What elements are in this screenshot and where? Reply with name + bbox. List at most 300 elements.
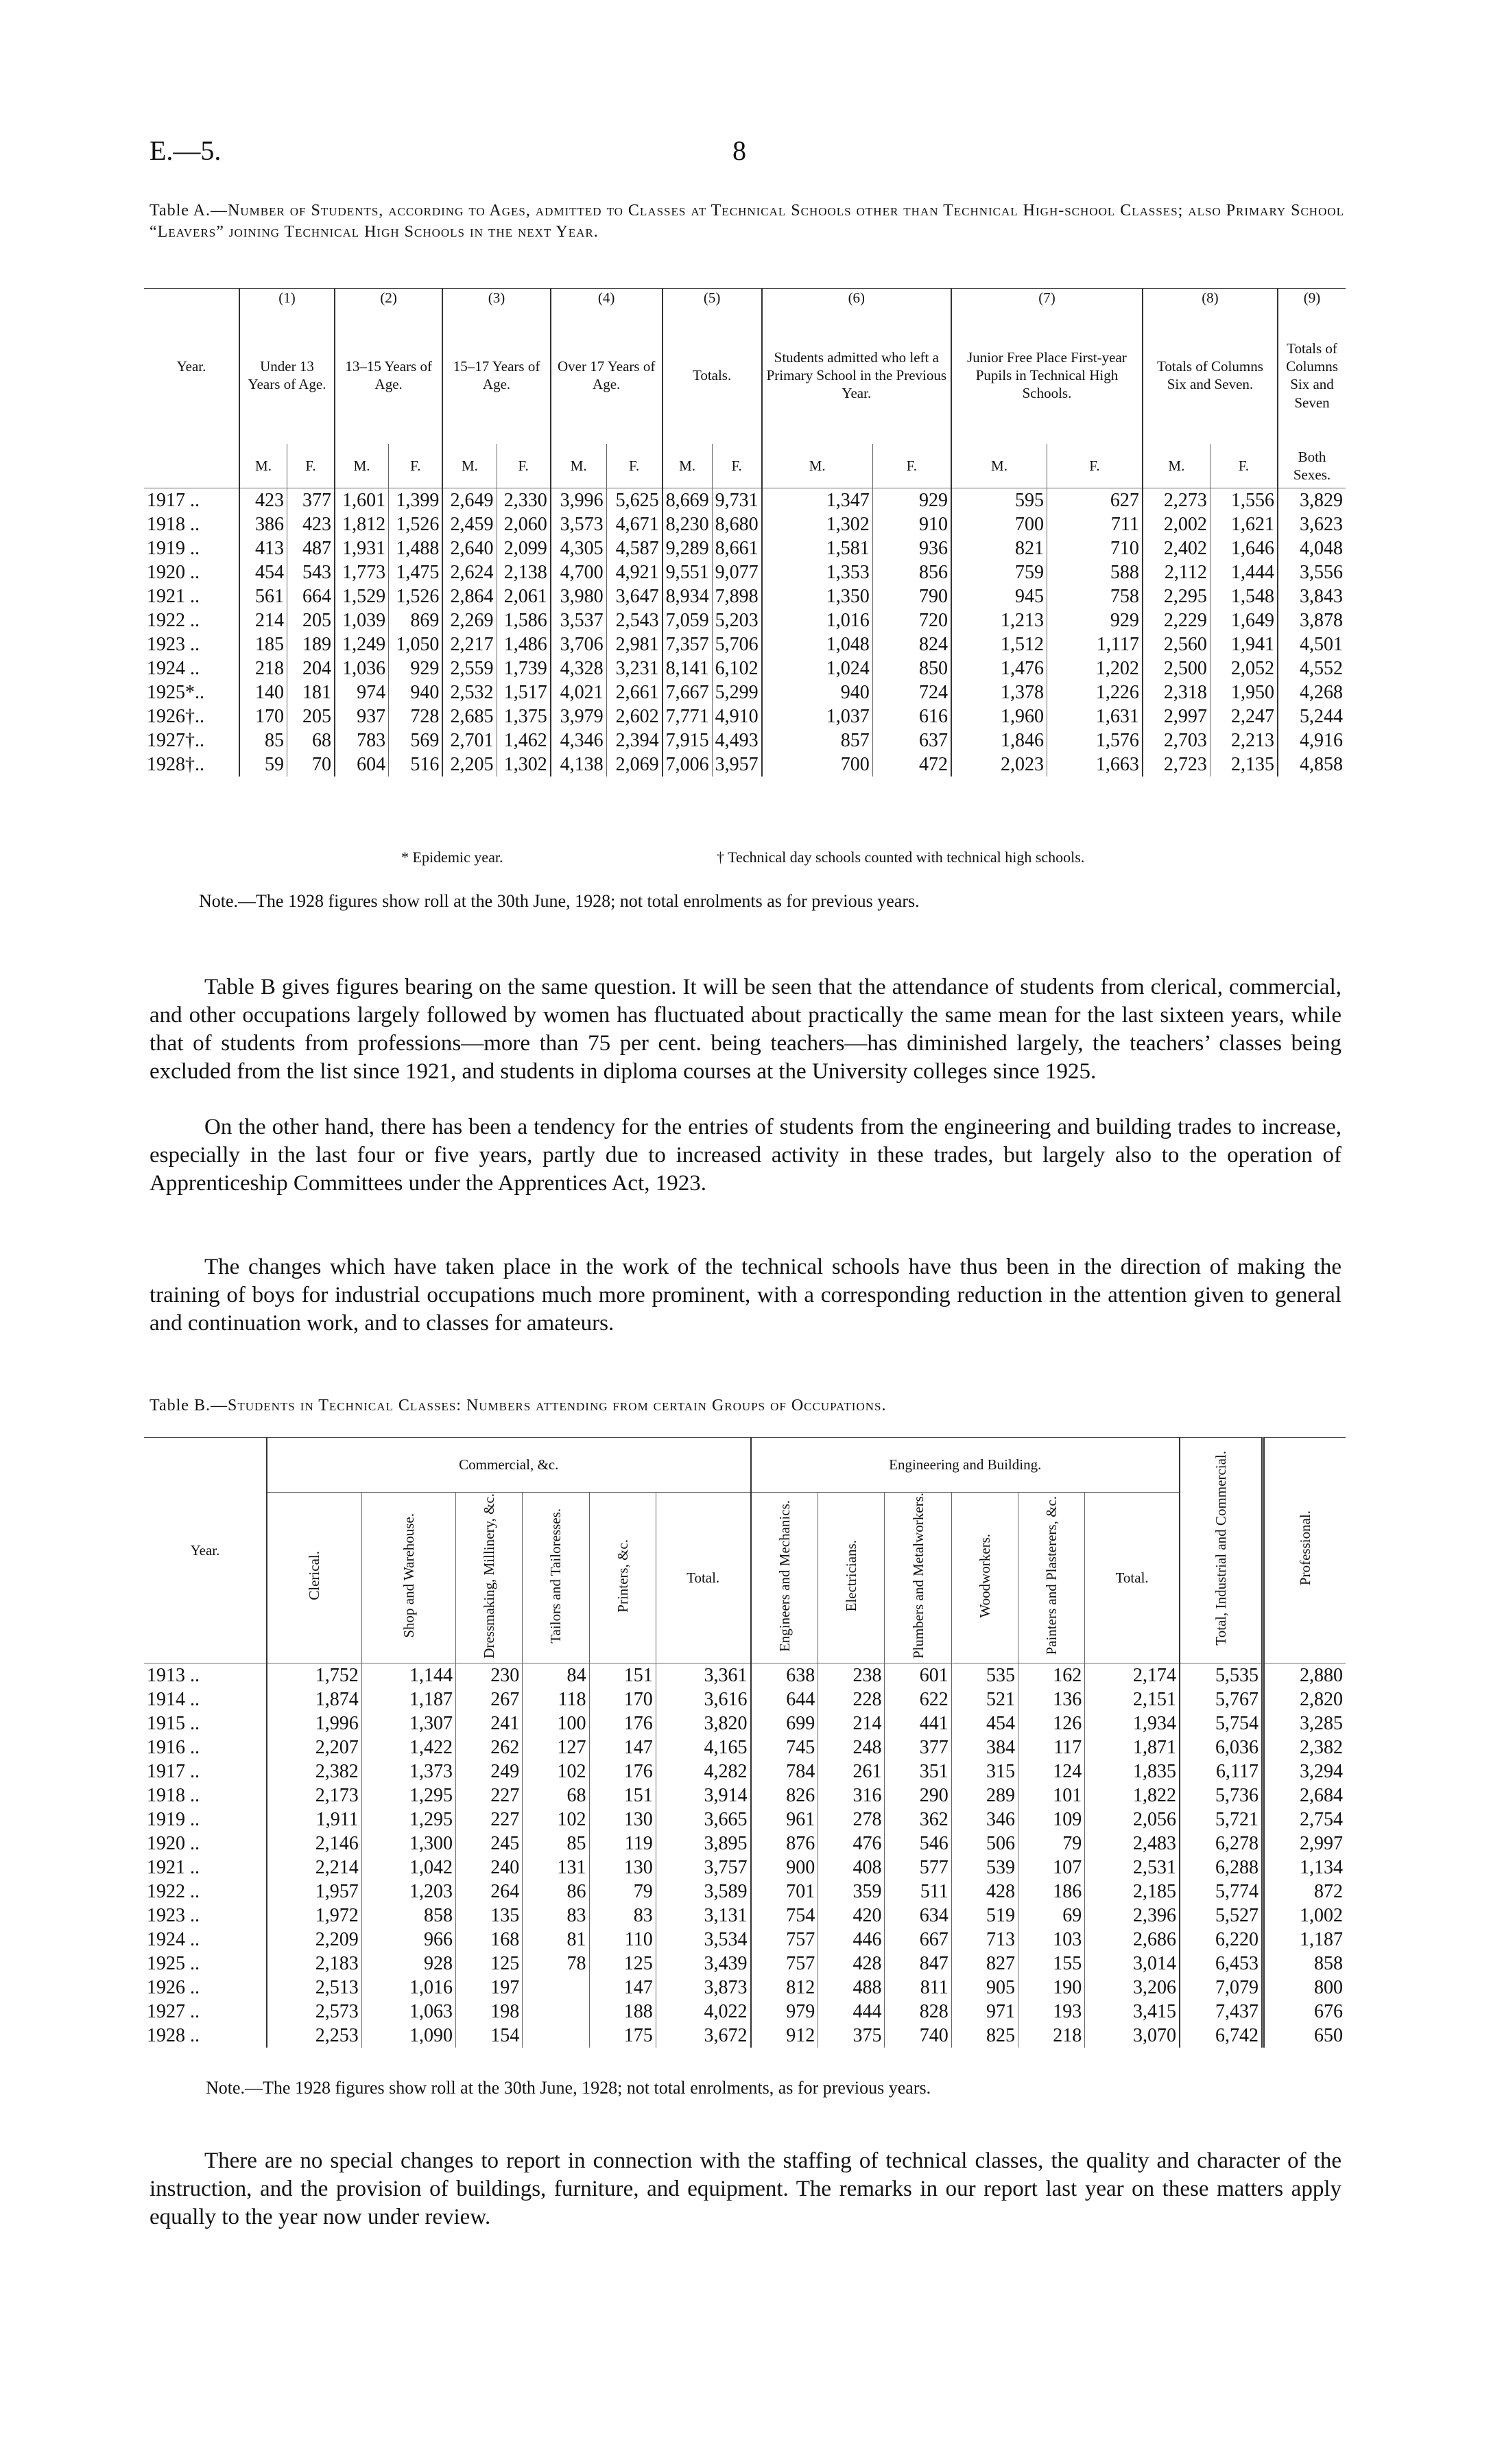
value-cell: 147 bbox=[589, 1976, 656, 2000]
value-cell: 971 bbox=[951, 2000, 1018, 2024]
value-cell: 4,587 bbox=[606, 536, 662, 560]
year-cell: 1927 .. bbox=[147, 2001, 200, 2023]
value-cell: 1,378 bbox=[951, 680, 1047, 704]
sex-label-7-m: M. bbox=[951, 444, 1047, 488]
col-title-over17: Over 17 Years of Age. bbox=[551, 307, 663, 444]
value-cell: 6,117 bbox=[1180, 1760, 1263, 1784]
value-cell: 78 bbox=[523, 1952, 589, 1976]
value-cell: 218 bbox=[239, 656, 287, 680]
table-row bbox=[144, 656, 1346, 680]
sex-label-3-f: F. bbox=[497, 444, 551, 488]
value-cell: 700 bbox=[762, 753, 873, 777]
table-a-label: Table A. bbox=[150, 202, 211, 220]
value-cell: 6,742 bbox=[1180, 2024, 1263, 2048]
table-row bbox=[144, 704, 1346, 728]
value-cell: 1,663 bbox=[1047, 753, 1142, 777]
value-cell: 2,649 bbox=[442, 488, 497, 512]
value-cell: 185 bbox=[239, 632, 287, 656]
footnote-epidemic: * Epidemic year. bbox=[401, 849, 503, 866]
value-cell: 3,439 bbox=[656, 1952, 750, 1976]
value-cell: 2,269 bbox=[442, 608, 497, 632]
year-cell: 1913 .. bbox=[147, 1665, 200, 1687]
value-cell: 577 bbox=[885, 1856, 951, 1880]
value-cell: 790 bbox=[872, 584, 951, 608]
value-cell: 102 bbox=[523, 1760, 589, 1784]
value-cell: 3,206 bbox=[1085, 1976, 1180, 2000]
value-cell: 824 bbox=[872, 632, 951, 656]
value-cell: 230 bbox=[456, 1663, 523, 1688]
value-cell: 7,357 bbox=[663, 632, 713, 656]
year-cell: 1925 .. bbox=[147, 1953, 200, 1975]
value-cell: 125 bbox=[589, 1952, 656, 1976]
table-row bbox=[144, 1663, 1346, 1688]
table-a-caption bbox=[150, 200, 1350, 243]
year-cell: 1919 .. bbox=[147, 1809, 200, 1831]
value-cell: 2,602 bbox=[606, 704, 662, 728]
value-cell: 454 bbox=[951, 1711, 1018, 1736]
col-title-totals-six-seven: Totals of Columns Six and Seven. bbox=[1143, 307, 1278, 444]
value-cell: 7,915 bbox=[663, 728, 713, 753]
value-cell: 3,131 bbox=[656, 1904, 750, 1928]
value-cell: 3,873 bbox=[656, 1976, 750, 2000]
value-cell: 1,972 bbox=[267, 1904, 361, 1928]
value-cell bbox=[523, 2024, 589, 2048]
value-cell: 1,548 bbox=[1210, 584, 1278, 608]
value-cell: 5,244 bbox=[1278, 704, 1346, 728]
value-cell: 70 bbox=[287, 753, 334, 777]
col-title-junior-free-place: Junior Free Place First-year Pupils in Technical High Schools. bbox=[951, 307, 1143, 444]
value-cell: 543 bbox=[287, 560, 334, 584]
table-row bbox=[144, 584, 1346, 608]
value-cell: 784 bbox=[751, 1760, 818, 1784]
value-cell: 2,981 bbox=[606, 632, 662, 656]
value-cell: 130 bbox=[589, 1856, 656, 1880]
value-cell: 3,537 bbox=[551, 608, 606, 632]
value-cell: 1,226 bbox=[1047, 680, 1142, 704]
value-cell: 4,138 bbox=[551, 753, 606, 777]
value-cell: 3,294 bbox=[1263, 1760, 1346, 1784]
value-cell: 1,117 bbox=[1047, 632, 1142, 656]
value-cell: 2,209 bbox=[267, 1928, 361, 1952]
value-cell: 1,048 bbox=[762, 632, 873, 656]
value-cell: 454 bbox=[239, 560, 287, 584]
value-cell: 4,493 bbox=[712, 728, 762, 753]
value-cell: 1,295 bbox=[361, 1784, 455, 1808]
value-cell: 8,230 bbox=[663, 512, 713, 536]
value-cell: 1,911 bbox=[267, 1808, 361, 1832]
col-num-7: (7) bbox=[951, 289, 1143, 307]
group-commercial: Commercial, &c. bbox=[267, 1438, 751, 1493]
value-cell: 634 bbox=[885, 1904, 951, 1928]
value-cell: 929 bbox=[872, 488, 951, 512]
value-cell: 511 bbox=[885, 1880, 951, 1904]
value-cell: 535 bbox=[951, 1663, 1018, 1688]
value-cell: 728 bbox=[389, 704, 443, 728]
year-cell: 1923 .. bbox=[147, 633, 200, 655]
value-cell: 2,205 bbox=[442, 753, 497, 777]
value-cell: 857 bbox=[762, 728, 873, 753]
value-cell: 170 bbox=[239, 704, 287, 728]
footnote-technical: † Technical day schools counted with technical high schools. bbox=[717, 849, 1085, 866]
value-cell: 1,646 bbox=[1210, 536, 1278, 560]
value-cell: 966 bbox=[361, 1928, 455, 1952]
sex-label-1-m: M. bbox=[239, 444, 287, 488]
value-cell: 1,350 bbox=[762, 584, 873, 608]
value-cell: 264 bbox=[456, 1880, 523, 1904]
value-cell: 5,706 bbox=[712, 632, 762, 656]
value-cell: 8,669 bbox=[663, 488, 713, 512]
table-a-title: —Number of Students, according to Ages, admitted to Classes at Technical Schools other than Technical High-school Classes; also Primary School “Leavers” joining Technical High Schools in the next Year. bbox=[150, 202, 1345, 241]
value-cell: 711 bbox=[1047, 512, 1142, 536]
value-cell: 2,060 bbox=[497, 512, 551, 536]
value-cell: 3,070 bbox=[1085, 2024, 1180, 2048]
value-cell: 2,023 bbox=[951, 753, 1047, 777]
value-cell: 2,864 bbox=[442, 584, 497, 608]
value-cell: 4,858 bbox=[1278, 753, 1346, 777]
table-row bbox=[144, 1784, 1346, 1808]
value-cell: 3,573 bbox=[551, 512, 606, 536]
value-cell: 1,486 bbox=[497, 632, 551, 656]
year-cell: 1920 .. bbox=[147, 1833, 200, 1855]
value-cell: 1,203 bbox=[361, 1880, 455, 1904]
value-cell: 3,957 bbox=[712, 753, 762, 777]
table-row bbox=[144, 680, 1346, 704]
col-header-9: Woodworkers. bbox=[951, 1493, 1018, 1663]
value-cell: 4,022 bbox=[656, 2000, 750, 2024]
value-cell: 2,112 bbox=[1143, 560, 1210, 584]
paragraph-3: The changes which have taken place in the work of the technical schools have thus been in the direction of making the training of boys for industrial occupations much more prominent, with a corresponding reduction in the attention given to general and continuation work, and to classes for amateurs. bbox=[150, 1255, 1341, 1336]
value-cell: 2,052 bbox=[1210, 656, 1278, 680]
value-cell: 937 bbox=[335, 704, 389, 728]
value-cell: 757 bbox=[751, 1952, 818, 1976]
value-cell: 1,302 bbox=[497, 753, 551, 777]
value-cell: 2,532 bbox=[442, 680, 497, 704]
value-cell: 1,846 bbox=[951, 728, 1047, 753]
value-cell: 2,069 bbox=[606, 753, 662, 777]
paragraph-2: On the other hand, there has been a tendency for the entries of students from the engineering and building trades to increase, especially in the last four or five years, partly due to increased activity in these trades, but largely also to the operation of Apprenticeship Committees under the Apprentices Act, 1923. bbox=[150, 1115, 1341, 1196]
value-cell: 205 bbox=[287, 704, 334, 728]
value-cell: 1,631 bbox=[1047, 704, 1142, 728]
table-a-note: Note.—The 1928 figures show roll at the 30th June, 1928; not total enrolments as for previous years. bbox=[199, 891, 920, 911]
value-cell: 2,330 bbox=[497, 488, 551, 512]
sex-label-5-m: M. bbox=[663, 444, 713, 488]
value-cell: 2,685 bbox=[442, 704, 497, 728]
value-cell: 3,672 bbox=[656, 2024, 750, 2048]
value-cell: 228 bbox=[818, 1687, 885, 1711]
value-cell: 850 bbox=[872, 656, 951, 680]
value-cell: 181 bbox=[287, 680, 334, 704]
value-cell: 289 bbox=[951, 1784, 1018, 1808]
value-cell: 5,767 bbox=[1180, 1687, 1263, 1711]
value-cell: 100 bbox=[523, 1711, 589, 1736]
col-header-7: Electricians. bbox=[818, 1493, 885, 1663]
value-cell: 7,437 bbox=[1180, 2000, 1263, 2024]
value-cell: 135 bbox=[456, 1904, 523, 1928]
year-cell: 1924 .. bbox=[147, 657, 200, 679]
value-cell: 759 bbox=[951, 560, 1047, 584]
table-row bbox=[144, 608, 1346, 632]
table-row bbox=[144, 512, 1346, 536]
table-b-year-header: Year. bbox=[144, 1438, 267, 1663]
col-header-2: Dressmaking, Millinery, &c. bbox=[456, 1493, 523, 1663]
value-cell: 3,616 bbox=[656, 1687, 750, 1711]
value-cell: 2,997 bbox=[1263, 1832, 1346, 1856]
value-cell: 81 bbox=[523, 1928, 589, 1952]
value-cell: 1,526 bbox=[389, 584, 443, 608]
value-cell: 2,560 bbox=[1143, 632, 1210, 656]
col-title-primary-leavers: Students admitted who left a Primary School in the Previous Year. bbox=[762, 307, 951, 444]
value-cell: 4,921 bbox=[606, 560, 662, 584]
value-cell: 83 bbox=[523, 1904, 589, 1928]
value-cell: 745 bbox=[751, 1736, 818, 1760]
col-title-col9: Totals of Columns Six and Seven bbox=[1278, 307, 1346, 444]
col-header-0: Clerical. bbox=[267, 1493, 361, 1663]
value-cell: 2,207 bbox=[267, 1736, 361, 1760]
year-cell: 1924 .. bbox=[147, 1929, 200, 1951]
value-cell: 176 bbox=[589, 1711, 656, 1736]
year-cell: 1926†.. bbox=[147, 705, 204, 727]
value-cell: 928 bbox=[361, 1952, 455, 1976]
value-cell: 827 bbox=[951, 1952, 1018, 1976]
col-num-3: (3) bbox=[442, 289, 550, 307]
value-cell: 3,415 bbox=[1085, 2000, 1180, 2024]
value-cell: 3,843 bbox=[1278, 584, 1346, 608]
value-cell: 7,059 bbox=[663, 608, 713, 632]
value-cell: 3,980 bbox=[551, 584, 606, 608]
value-cell: 910 bbox=[872, 512, 951, 536]
value-cell: 1,517 bbox=[497, 680, 551, 704]
value-cell: 1,822 bbox=[1085, 1784, 1180, 1808]
col-num-5: (5) bbox=[663, 289, 762, 307]
sex-label-both: Both Sexes. bbox=[1278, 444, 1346, 488]
value-cell: 2,703 bbox=[1143, 728, 1210, 753]
col-header-10: Painters and Plasterers, &c. bbox=[1018, 1493, 1084, 1663]
sex-label-3-m: M. bbox=[442, 444, 497, 488]
table-b-note: Note.—The 1928 figures show roll at the 30th June, 1928; not total enrolments, as for previous years. bbox=[206, 2078, 931, 2098]
value-cell: 444 bbox=[818, 2000, 885, 2024]
table-a-body bbox=[144, 488, 1346, 777]
value-cell: 3,623 bbox=[1278, 512, 1346, 536]
value-cell: 1,036 bbox=[335, 656, 389, 680]
table-row bbox=[144, 1952, 1346, 1976]
value-cell: 1,996 bbox=[267, 1711, 361, 1736]
value-cell: 423 bbox=[239, 488, 287, 512]
value-cell: 676 bbox=[1263, 2000, 1346, 2024]
value-cell: 140 bbox=[239, 680, 287, 704]
value-cell: 188 bbox=[589, 2000, 656, 2024]
value-cell: 1,249 bbox=[335, 632, 389, 656]
value-cell: 147 bbox=[589, 1736, 656, 1760]
value-cell: 940 bbox=[389, 680, 443, 704]
value-cell: 170 bbox=[589, 1687, 656, 1711]
value-cell: 783 bbox=[335, 728, 389, 753]
value-cell: 5,721 bbox=[1180, 1808, 1263, 1832]
value-cell: 346 bbox=[951, 1808, 1018, 1832]
value-cell: 2,061 bbox=[497, 584, 551, 608]
value-cell: 3,829 bbox=[1278, 488, 1346, 512]
sex-label-2-m: M. bbox=[335, 444, 389, 488]
value-cell: 2,686 bbox=[1085, 1928, 1180, 1952]
table-row bbox=[144, 632, 1346, 656]
value-cell: 227 bbox=[456, 1808, 523, 1832]
value-cell: 710 bbox=[1047, 536, 1142, 560]
value-cell: 4,501 bbox=[1278, 632, 1346, 656]
value-cell: 757 bbox=[751, 1928, 818, 1952]
value-cell: 6,288 bbox=[1180, 1856, 1263, 1880]
col-header-5: Total. bbox=[656, 1493, 750, 1663]
value-cell: 1,621 bbox=[1210, 512, 1278, 536]
value-cell: 423 bbox=[287, 512, 334, 536]
value-cell: 1,581 bbox=[762, 536, 873, 560]
year-cell: 1928†.. bbox=[147, 753, 204, 775]
value-cell: 278 bbox=[818, 1808, 885, 1832]
value-cell: 5,299 bbox=[712, 680, 762, 704]
value-cell: 1,576 bbox=[1047, 728, 1142, 753]
value-cell: 316 bbox=[818, 1784, 885, 1808]
value-cell: 4,700 bbox=[551, 560, 606, 584]
year-cell: 1921 .. bbox=[147, 1857, 200, 1879]
value-cell: 9,551 bbox=[663, 560, 713, 584]
year-cell: 1922 .. bbox=[147, 609, 200, 631]
value-cell: 546 bbox=[885, 1832, 951, 1856]
year-cell: 1923 .. bbox=[147, 1905, 200, 1927]
value-cell: 127 bbox=[523, 1736, 589, 1760]
value-cell: 5,754 bbox=[1180, 1711, 1263, 1736]
value-cell: 713 bbox=[951, 1928, 1018, 1952]
year-cell: 1916 .. bbox=[147, 1737, 200, 1759]
value-cell: 1,213 bbox=[951, 608, 1047, 632]
value-cell: 561 bbox=[239, 584, 287, 608]
value-cell: 8,661 bbox=[712, 536, 762, 560]
value-cell: 186 bbox=[1018, 1880, 1084, 1904]
value-cell: 2,002 bbox=[1143, 512, 1210, 536]
value-cell: 1,302 bbox=[762, 512, 873, 536]
value-cell: 3,361 bbox=[656, 1663, 750, 1688]
year-cell: 1918 .. bbox=[147, 513, 200, 535]
value-cell: 2,253 bbox=[267, 2024, 361, 2048]
value-cell: 290 bbox=[885, 1784, 951, 1808]
value-cell: 929 bbox=[389, 656, 443, 680]
value-cell: 1,050 bbox=[389, 632, 443, 656]
value-cell: 638 bbox=[751, 1663, 818, 1688]
value-cell: 664 bbox=[287, 584, 334, 608]
value-cell: 1,307 bbox=[361, 1711, 455, 1736]
sex-label-1-f: F. bbox=[287, 444, 334, 488]
value-cell: 175 bbox=[589, 2024, 656, 2048]
value-cell: 9,289 bbox=[663, 536, 713, 560]
value-cell: 912 bbox=[751, 2024, 818, 2048]
value-cell: 315 bbox=[951, 1760, 1018, 1784]
value-cell: 1,752 bbox=[267, 1663, 361, 1688]
table-row bbox=[144, 1904, 1346, 1928]
value-cell: 3,895 bbox=[656, 1832, 750, 1856]
value-cell: 261 bbox=[818, 1760, 885, 1784]
value-cell: 1,812 bbox=[335, 512, 389, 536]
paragraph-1: Table B gives figures bearing on the same question. It will be seen that the attendance of students from clerical, commercial, and other occupations largely followed by women has fluctuated about practically the same mean for the last sixteen years, while that of students from professions—more than 75 per cent. being teachers—has diminished largely, the teachers’ classes being excluded from the list since 1921, and students in diploma courses at the University colleges since 1925. bbox=[150, 975, 1341, 1084]
value-cell: 227 bbox=[456, 1784, 523, 1808]
table-row bbox=[144, 560, 1346, 584]
value-cell: 487 bbox=[287, 536, 334, 560]
value-cell: 2,174 bbox=[1085, 1663, 1180, 1688]
value-cell: 155 bbox=[1018, 1952, 1084, 1976]
value-cell: 758 bbox=[1047, 584, 1142, 608]
value-cell: 386 bbox=[239, 512, 287, 536]
value-cell: 826 bbox=[751, 1784, 818, 1808]
value-cell: 214 bbox=[239, 608, 287, 632]
value-cell: 3,996 bbox=[551, 488, 606, 512]
value-cell: 130 bbox=[589, 1808, 656, 1832]
value-cell: 441 bbox=[885, 1711, 951, 1736]
value-cell: 131 bbox=[523, 1856, 589, 1880]
table-row bbox=[144, 1711, 1346, 1736]
year-cell: 1915 .. bbox=[147, 1713, 200, 1735]
value-cell: 2,185 bbox=[1085, 1880, 1180, 1904]
value-cell: 2,273 bbox=[1143, 488, 1210, 512]
value-cell: 240 bbox=[456, 1856, 523, 1880]
value-cell: 4,552 bbox=[1278, 656, 1346, 680]
value-cell: 1,300 bbox=[361, 1832, 455, 1856]
value-cell: 2,056 bbox=[1085, 1808, 1180, 1832]
col-num-4: (4) bbox=[551, 289, 663, 307]
value-cell: 1,586 bbox=[497, 608, 551, 632]
table-row bbox=[144, 1928, 1346, 1952]
value-cell: 262 bbox=[456, 1736, 523, 1760]
year-cell: 1926 .. bbox=[147, 1977, 200, 1999]
value-cell: 1,202 bbox=[1047, 656, 1142, 680]
value-cell: 351 bbox=[885, 1760, 951, 1784]
value-cell: 245 bbox=[456, 1832, 523, 1856]
value-cell: 472 bbox=[872, 753, 951, 777]
value-cell: 4,165 bbox=[656, 1736, 750, 1760]
value-cell: 1,016 bbox=[762, 608, 873, 632]
value-cell: 1,187 bbox=[1263, 1928, 1346, 1952]
value-cell: 2,661 bbox=[606, 680, 662, 704]
value-cell: 2,394 bbox=[606, 728, 662, 753]
value-cell: 151 bbox=[589, 1784, 656, 1808]
value-cell: 858 bbox=[1263, 1952, 1346, 1976]
value-cell: 2,382 bbox=[1263, 1736, 1346, 1760]
value-cell: 1,773 bbox=[335, 560, 389, 584]
value-cell: 900 bbox=[751, 1856, 818, 1880]
col-num-8: (8) bbox=[1143, 289, 1278, 307]
value-cell: 2,997 bbox=[1143, 704, 1210, 728]
col-header-3: Tailors and Tailoresses. bbox=[523, 1493, 589, 1663]
table-row bbox=[144, 1808, 1346, 1832]
table-row bbox=[144, 488, 1346, 512]
value-cell: 2,213 bbox=[1210, 728, 1278, 753]
col-num-9: (9) bbox=[1278, 289, 1346, 307]
value-cell: 3,979 bbox=[551, 704, 606, 728]
value-cell: 2,295 bbox=[1143, 584, 1210, 608]
value-cell: 2,573 bbox=[267, 2000, 361, 2024]
value-cell: 7,006 bbox=[663, 753, 713, 777]
value-cell: 811 bbox=[885, 1976, 951, 2000]
year-cell: 1917 .. bbox=[147, 489, 200, 511]
value-cell: 3,820 bbox=[656, 1711, 750, 1736]
value-cell: 876 bbox=[751, 1832, 818, 1856]
value-cell: 408 bbox=[818, 1856, 885, 1880]
value-cell: 724 bbox=[872, 680, 951, 704]
value-cell: 1,373 bbox=[361, 1760, 455, 1784]
value-cell: 214 bbox=[818, 1711, 885, 1736]
value-cell: 384 bbox=[951, 1736, 1018, 1760]
value-cell: 446 bbox=[818, 1928, 885, 1952]
table-row bbox=[144, 753, 1346, 777]
value-cell: 2,214 bbox=[267, 1856, 361, 1880]
value-cell: 102 bbox=[523, 1808, 589, 1832]
col-header-8: Plumbers and Metalworkers. bbox=[885, 1493, 951, 1663]
table-row bbox=[144, 728, 1346, 753]
